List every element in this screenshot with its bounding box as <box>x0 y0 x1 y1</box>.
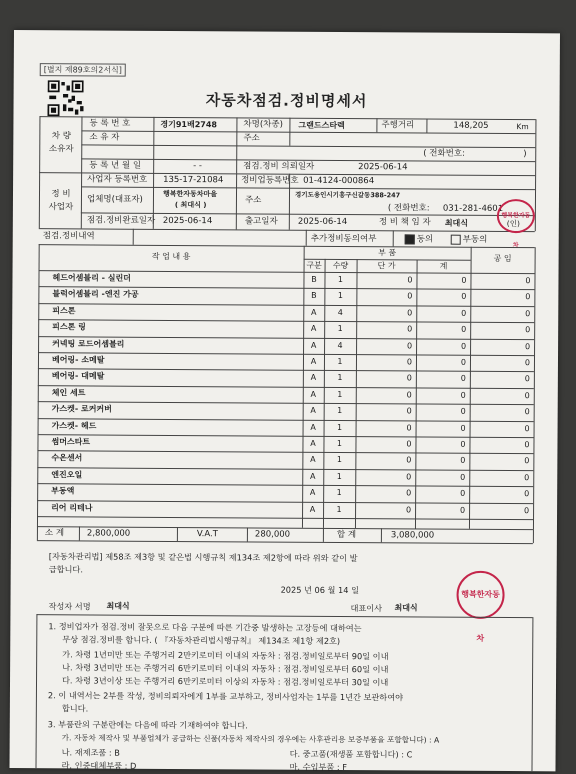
release-date-value: 2025-06-14 <box>297 216 348 228</box>
item-work: 베어링- 소메탈 <box>51 355 105 365</box>
item-unit-price: 0 <box>406 341 413 351</box>
item-labor: 0 <box>525 276 531 286</box>
reg-no-value: 경기91배2748 <box>160 119 218 130</box>
item-unit-price: 0 <box>406 406 412 416</box>
item-type: A <box>310 455 316 465</box>
item-qty: 1 <box>337 422 343 432</box>
details-section-label: 점검.정비내역 <box>42 231 95 242</box>
owner-phone-label: ( 전화번호: <box>423 148 466 159</box>
item-type: A <box>310 373 317 383</box>
note-line: 다. 차령 3년이상 또는 주행거리 6만키로미터 이상의 자동차 : 점검.정비일로부터 30일 이내 <box>61 675 389 688</box>
item-type: A <box>310 340 317 350</box>
biz-no-label: 사업자 등록번호 <box>87 174 148 185</box>
item-total: 0 <box>460 439 466 449</box>
table-row-divider <box>38 434 534 438</box>
item-qty: 1 <box>337 406 343 416</box>
owner-address-label: 주소 <box>243 133 260 144</box>
shop-address-label: 주소 <box>244 195 262 206</box>
item-total: 0 <box>460 357 467 367</box>
item-unit-price: 0 <box>406 488 412 498</box>
item-labor: 0 <box>523 505 530 515</box>
item-unit-price: 0 <box>406 422 412 433</box>
col-total-header: 계 <box>439 261 448 271</box>
law-statement-line2: 급합니다. <box>48 564 83 575</box>
note-line: 다. 중고품(재생품 포함합니다) : C <box>289 748 413 760</box>
item-qty: 1 <box>337 389 343 399</box>
item-unit-price: 0 <box>406 455 412 465</box>
note-line: 가. 자동차 제작사 및 부품업체가 공급하는 신품(자동차 제작사의 경우에는 사후관리용 보증부품을 포함합니다) : A <box>61 733 440 745</box>
mileage-label: 주행거리 <box>381 120 415 131</box>
subtotal-value: 2,800,000 <box>86 528 131 539</box>
table-row-divider <box>38 401 534 405</box>
table-row-divider <box>37 467 533 471</box>
item-type: A <box>311 307 317 317</box>
table-row-divider <box>37 500 533 504</box>
item-type: A <box>309 488 316 498</box>
document-title: 자동차점검.정비명세서 <box>205 91 368 111</box>
item-unit-price: 0 <box>406 472 412 482</box>
note-line: 마. 수입부품 : F <box>289 761 347 773</box>
item-type: A <box>310 389 317 399</box>
model-value: 그랜드스타렉 <box>298 120 345 131</box>
note-line: 나. 재제조품 : B <box>61 747 120 758</box>
model-label: 차명(차종) <box>243 119 283 130</box>
item-work: 리어 리테나 <box>51 502 93 513</box>
item-total: 0 <box>460 472 466 482</box>
document-page <box>9 30 559 771</box>
item-labor: 0 <box>524 341 531 351</box>
item-qty: 1 <box>336 488 342 498</box>
shop-rep-value: ( 최대식 ) <box>174 200 207 210</box>
note-line: 가. 차령 1년미만 또는 주행거리 2만키로미터 이내의 자동차 : 점검.정비일로부터 90일 이내 <box>62 649 389 662</box>
item-type: A <box>310 422 316 432</box>
ceo-name: 최대식 <box>394 603 418 613</box>
ceo-label: 대표이사 <box>350 603 383 614</box>
disagree-checkbox[interactable]: 부동의 <box>451 234 488 247</box>
item-work: 썸머스타트 <box>51 437 91 447</box>
owner-section-label: 차 량 소유자 <box>48 131 74 155</box>
manager-value: 최대식 <box>444 218 469 228</box>
item-qty: 1 <box>337 324 343 334</box>
item-labor: 0 <box>524 423 530 433</box>
item-type: A <box>310 406 316 416</box>
item-work: 피스톤 <box>52 306 76 316</box>
table-row-divider <box>38 319 534 323</box>
item-total: 0 <box>459 505 466 515</box>
release-date-label: 출고일자 <box>244 216 278 227</box>
item-total: 0 <box>460 423 466 433</box>
disagree-checkbox-box[interactable] <box>451 234 461 244</box>
item-labor: 0 <box>525 325 531 335</box>
item-labor: 0 <box>524 358 531 368</box>
item-work: 커넥팅 로드어셈블리 <box>52 338 125 349</box>
item-qty: 1 <box>336 455 342 465</box>
item-type: A <box>310 471 316 481</box>
item-work: 블럭어셈블리 -엔진 가공 <box>52 289 139 300</box>
table-row-divider <box>38 352 534 356</box>
table-row-divider <box>38 369 534 373</box>
sum-value: 3,080,000 <box>390 530 435 541</box>
item-unit-price: 0 <box>406 373 412 383</box>
shop-address-value: 경기도용인시기흥구신갈동388-247 <box>294 190 401 200</box>
agree-checkbox-box[interactable] <box>405 234 415 244</box>
writer-name: 최대식 <box>106 601 130 611</box>
item-unit-price: 0 <box>407 291 413 301</box>
request-date-value: 2025-06-14 <box>358 162 408 173</box>
note-line: 2. 이 내역서는 2부를 작성, 정비의뢰자에게 1부를 교부하고, 정비사업자는 1부를 1년간 보관하여야 <box>47 690 404 703</box>
note-line: 나. 차령 3년미만 또는 주행거리 6만키로미터 이내의 자동차 : 점검.정비일로부터 60일 이내 <box>62 662 389 675</box>
shop-name-label: 업체명(대표자) <box>86 194 143 205</box>
reg-date-label: 등 록 년 월 일 <box>89 160 142 171</box>
item-total: 0 <box>461 324 467 334</box>
item-qty: 1 <box>337 356 343 367</box>
item-labor: 0 <box>524 407 530 417</box>
form-number: [별지 제89호의2서식] <box>40 63 126 77</box>
subtotal-label: 소 계 <box>44 528 65 539</box>
item-work: 수온센서 <box>51 453 83 463</box>
item-qty: 1 <box>337 291 343 301</box>
extra-agree-label: 추가정비동의여부 <box>310 233 377 245</box>
owner-phone-close: ) <box>523 149 527 160</box>
shop-section-label: 정 비 사업자 <box>48 189 74 213</box>
items-table-body <box>14 30 560 33</box>
work-header: 작 업 내 용 <box>151 251 191 262</box>
mileage-value: 148,205 <box>453 120 489 131</box>
item-labor: 0 <box>524 374 530 384</box>
item-qty: 4 <box>337 307 343 317</box>
item-qty: 1 <box>336 504 342 514</box>
reg-date-value: - - <box>193 161 203 172</box>
table-row-divider <box>37 451 533 455</box>
item-total: 0 <box>460 406 466 416</box>
col-qty-header: 수량 <box>332 260 349 271</box>
labor-header: 공 임 <box>493 253 512 264</box>
company-seal-small: 행복한자동차 <box>497 199 535 233</box>
item-type: B <box>311 274 317 284</box>
item-total: 0 <box>461 275 467 285</box>
item-work: 체인 세트 <box>51 388 86 398</box>
item-unit-price: 0 <box>406 357 413 367</box>
shop-name-value: 행복한자동차마을 <box>162 189 218 199</box>
biz-no-value: 135-17-21084 <box>163 174 224 186</box>
item-qty: 1 <box>337 274 344 285</box>
item-type: A <box>310 356 317 366</box>
item-type: A <box>309 504 316 514</box>
item-labor: 0 <box>525 292 531 302</box>
item-labor: 0 <box>524 440 530 450</box>
item-total: 0 <box>460 488 466 498</box>
item-type: B <box>311 291 317 301</box>
signature-mark: (인) <box>506 219 520 229</box>
vat-label: V.A.T <box>196 529 218 540</box>
item-labor: 0 <box>524 472 530 482</box>
note-line: 3. 부품란의 구분란에는 다음에 따라 기재하여야 합니다. <box>47 719 248 731</box>
item-work: 가스켓- 로커커버 <box>51 404 112 414</box>
item-work: 피스톤 링 <box>52 322 86 332</box>
item-total: 0 <box>461 308 467 318</box>
table-row-divider <box>37 516 533 520</box>
item-work: 엔진오일 <box>51 470 83 480</box>
shop-phone-label: ( 전화번호: <box>387 203 430 214</box>
shop-reg-value: 01-4124-000864 <box>303 175 375 187</box>
item-work: 베어링- 대메탈 <box>51 371 105 381</box>
item-total: 0 <box>460 456 466 466</box>
owner-name-label: 소 유 자 <box>89 132 120 143</box>
item-unit-price: 0 <box>407 275 413 285</box>
col-type-header: 구분 <box>306 260 322 270</box>
complete-date-label: 점검.정비완료일자 <box>86 215 156 226</box>
item-qty: 1 <box>336 471 342 481</box>
item-qty: 1 <box>336 438 343 449</box>
table-row-divider <box>38 385 534 389</box>
item-unit-price: 0 <box>406 390 412 400</box>
item-unit-price: 0 <box>407 324 413 334</box>
item-labor: 0 <box>524 390 530 400</box>
item-qty: 4 <box>337 340 343 350</box>
item-labor: 0 <box>525 308 531 318</box>
item-unit-price: 0 <box>405 504 412 515</box>
col-unit-header: 단 가 <box>377 261 396 271</box>
shop-reg-label: 정비업등록번호 <box>241 175 299 186</box>
item-total: 0 <box>460 390 466 400</box>
item-qty: 1 <box>337 373 343 383</box>
item-labor: 0 <box>524 456 530 466</box>
item-unit-price: 0 <box>407 308 413 318</box>
agree-checkbox[interactable]: 동의 <box>405 233 434 246</box>
item-total: 0 <box>460 341 467 351</box>
note-line: 라. 인증대체부품 : D <box>61 760 137 771</box>
company-seal-large: 행복한자동차 <box>456 571 504 619</box>
vat-value: 280,000 <box>254 529 291 540</box>
item-type: A <box>310 324 317 334</box>
item-type: A <box>310 438 316 448</box>
table-row-divider <box>38 418 534 422</box>
mileage-unit: Km <box>516 122 529 132</box>
request-date-label: 점검.정비 의뢰일자 <box>243 161 315 172</box>
notes-section <box>14 30 560 33</box>
writer-label: 작성자 서명 <box>48 601 91 612</box>
item-unit-price: 0 <box>406 439 412 449</box>
parts-header: 부 품 <box>378 248 397 258</box>
sum-label: 합 계 <box>336 529 357 541</box>
item-total: 0 <box>460 374 466 384</box>
table-row-divider <box>37 483 533 487</box>
table-row-divider <box>38 303 534 307</box>
manager-label: 정 비 책 임 자 <box>378 217 431 228</box>
note-line: 1. 정비업자가 점검.정비 잘못으로 다음 구분에 따른 기간중 발생하는 고장등에 대하여는 <box>48 621 362 634</box>
item-labor: 0 <box>524 489 530 499</box>
issue-date: 2025 년 06 월 14 일 <box>280 584 360 596</box>
item-work: 가스켓- 헤드 <box>51 420 97 431</box>
complete-date-value: 2025-06-14 <box>162 215 213 227</box>
reg-no-label: 등 록 번 호 <box>89 118 131 129</box>
law-statement-line1: [자동차관리법] 제58조 제3항 및 같은법 시행규칙 제134조 제2항에 따라 위와 같이 발 <box>48 551 358 564</box>
shop-phone-value: 031-281-4601 <box>442 203 504 214</box>
note-line: 무상 점검.정비를 합니다. ( 『자동차관리법시행규칙』 제134조 제1항 제2호) <box>62 634 341 647</box>
note-line: 합니다. <box>61 703 89 714</box>
item-work: 부동액 <box>51 486 75 496</box>
item-total: 0 <box>461 292 467 302</box>
item-work: 헤드어셈블리 - 실린더 <box>52 273 131 283</box>
